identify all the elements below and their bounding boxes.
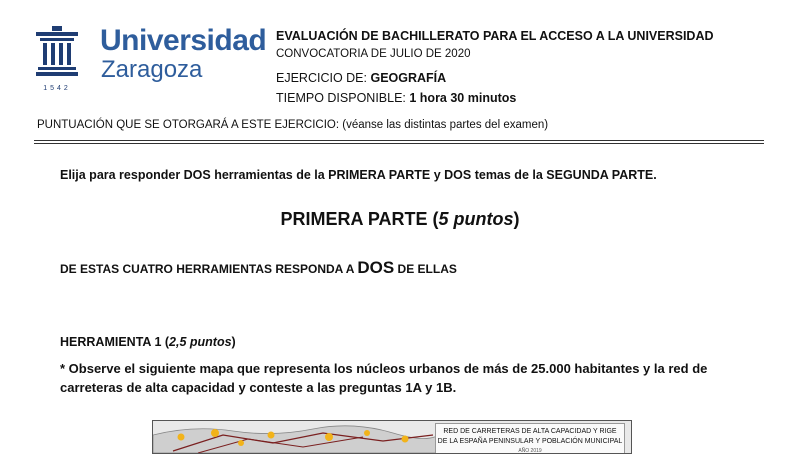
tool1-prompt: * Observe el siguiente mapa que representa los núcleos urbanos de más de 25.000 habitantes y la red de carreteras de alta capacidad y conteste a las preguntas 1A y 1B. [60, 361, 708, 395]
spain-roads-map [152, 420, 632, 454]
tools-instruction [60, 258, 457, 278]
logo-name-line2: Zaragoza [101, 56, 203, 83]
time-label: TIEMPO DISPONIBLE: [276, 91, 410, 105]
subject-value: GEOGRAFÍA [370, 71, 447, 85]
part1-heading [0, 209, 800, 230]
tool1-title: HERRAMIENTA 1 ( [60, 335, 170, 349]
map-title-line2: DE LA ESPAÑA PENINSULAR Y POBLACIÓN MUNICIPAL [437, 438, 623, 445]
map-title-box [435, 423, 625, 454]
header-divider [34, 143, 764, 144]
logo-year: 1542 [43, 85, 71, 92]
logo-name-line1: Universidad [100, 24, 267, 57]
tools-instruction-pre: DE ESTAS CUATRO HERRAMIENTAS RESPONDA A [60, 262, 358, 276]
scoring-note: PUNTUACIÓN QUE SE OTORGARÁ A ESTE EJERCICIO: (véanse las distintas partes del examen) [37, 119, 549, 131]
university-crest-icon [34, 26, 80, 82]
tools-instruction-dos: DOS [357, 258, 395, 277]
map-title-line3: AÑO 2019 [518, 448, 542, 454]
time-value: 1 hora 30 minutos [409, 91, 517, 105]
exam-title: EVALUACIÓN DE BACHILLERATO PARA EL ACCESO A LA UNIVERSIDAD [276, 29, 714, 43]
tool1-heading [60, 335, 236, 349]
part1-points: 5 puntos [438, 209, 514, 229]
subject-label: EJERCICIO DE: [276, 71, 371, 85]
tool1-points: 2,5 puntos [169, 335, 232, 349]
tools-instruction-post: DE ELLAS [394, 262, 457, 276]
tool1-close: ) [231, 335, 236, 349]
part1-close: ) [513, 209, 520, 229]
header-divider [34, 140, 764, 141]
instructions: Elija para responder DOS herramientas de la PRIMERA PARTE y DOS temas de la SEGUNDA PARTE. [60, 168, 657, 182]
exam-subject [276, 71, 446, 85]
exam-time [276, 91, 516, 105]
map-title-line1: RED DE CARRETERAS DE ALTA CAPACIDAD Y RIGE [443, 428, 617, 435]
part1-title: PRIMERA PARTE ( [280, 209, 439, 229]
exam-convocatoria: CONVOCATORIA DE JULIO DE 2020 [276, 48, 471, 60]
